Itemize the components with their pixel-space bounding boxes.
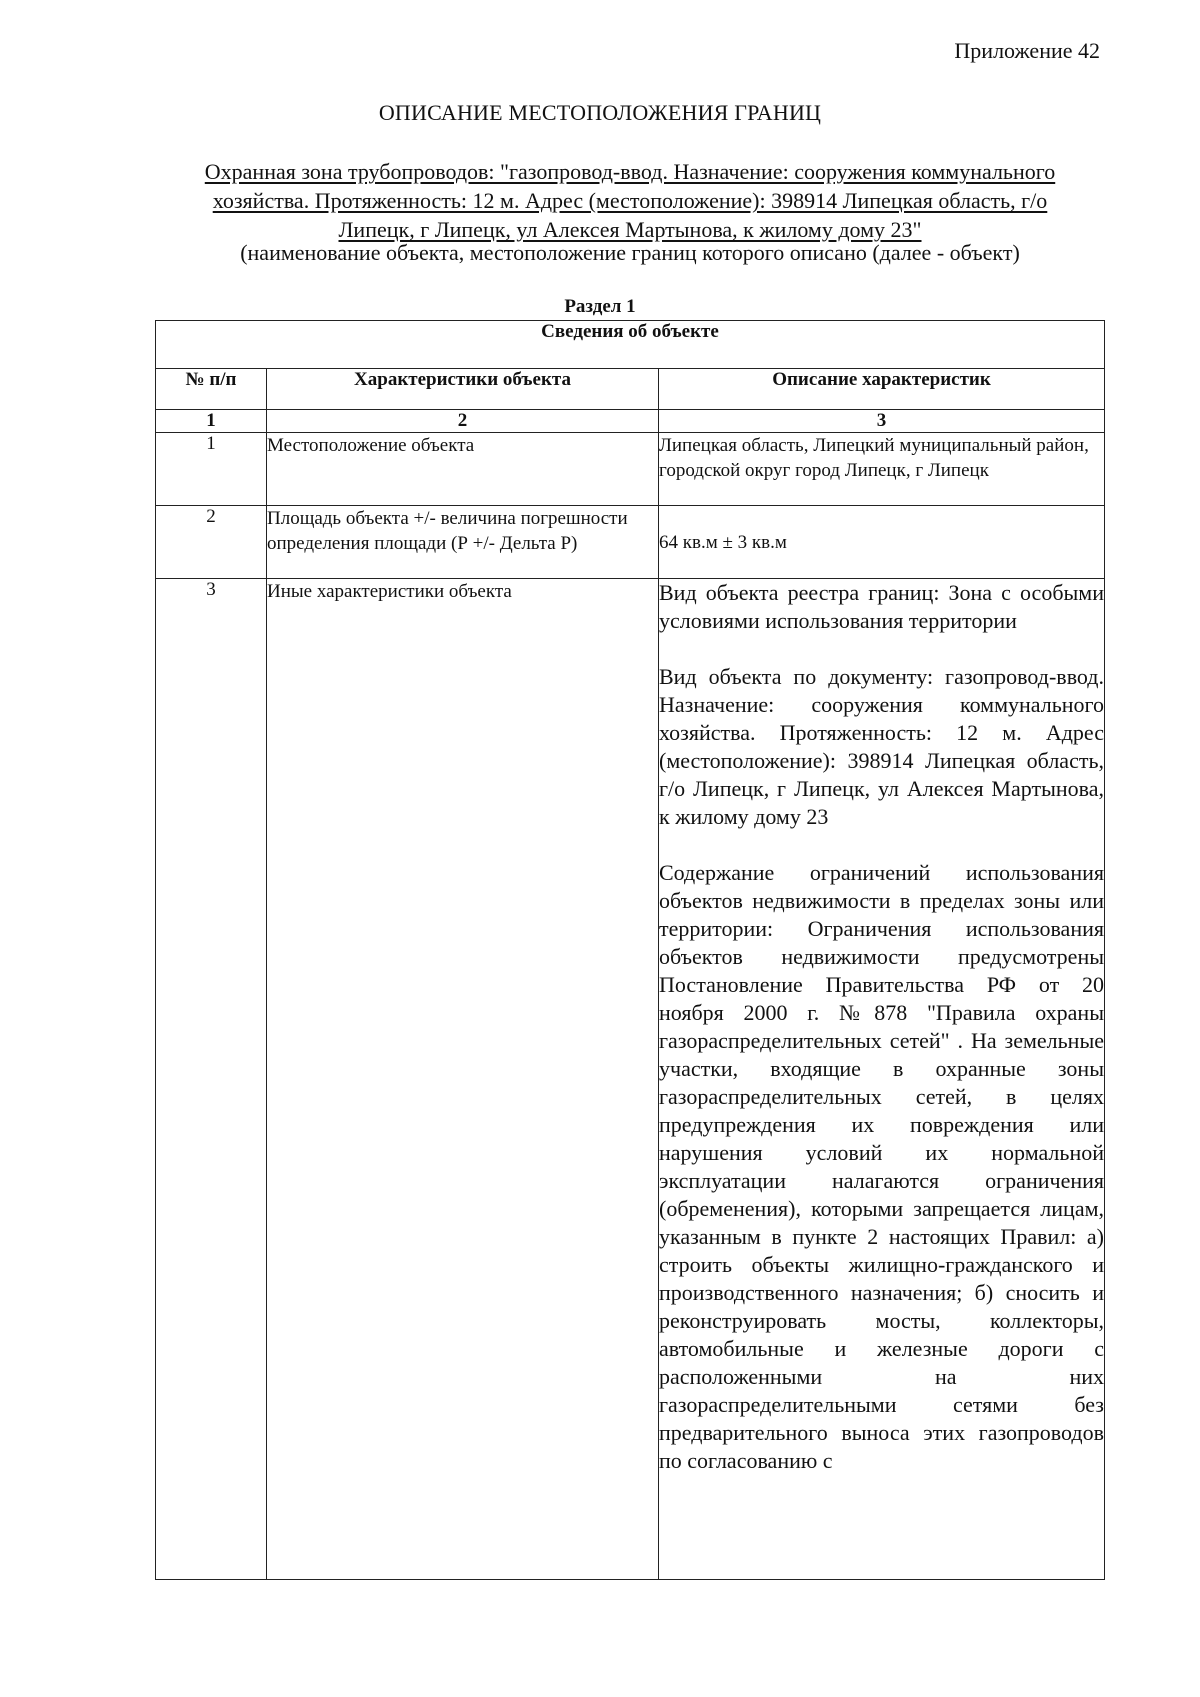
object-caption: (наименование объекта, местоположение границ которого описано (далее - объект) <box>240 240 1020 265</box>
row-description <box>659 579 1105 1580</box>
column-header-characteristic: Характеристики объекта <box>267 369 659 410</box>
registry-type-paragraph: Вид объекта реестра границ: Зона с особыми условиями использования территории <box>659 580 1104 633</box>
object-name-line-1: Охранная зона трубопроводов: "газопровод-ввод. Назначение: сооружения коммунального <box>204 159 1056 184</box>
row-characteristic: Площадь объекта +/- величина погрешности определения площади (Р +/- Дельта Р) <box>267 506 659 579</box>
restrictions-paragraph: Содержание ограничений использования объектов недвижимости в пределах зоны или территории: Ограничения использования объектов недвижимости предусмотрены Постановление Правительства РФ от 20 ноября 2000 г. №878 "Правила охраны газораспределительных сетей" . На земельные участки, входящие в охранные зоны газораспределительных сетей, в целях предупреждения их повреждения или нарушения условий их нормальной эксплуатации налагаются ограничения (обременения), которыми запрещается лицам, указанным в пункте 2 настоящих Правил: а) строить объекты жилищно-гражданского и производственного назначения; б) сносить и реконструировать мосты, коллекторы, автомобильные и железные дороги с расположенными на них газораспределительными сетями без предварительного выноса этих газопроводов по согласованию с <box>659 860 1104 1473</box>
column-number-2: 2 <box>267 410 659 433</box>
section-title: Раздел 1 <box>564 296 636 317</box>
row-description: 64 кв.м ± 3 кв.м <box>659 506 1105 579</box>
column-header-number: № п/п <box>156 369 267 410</box>
row-description: Липецкая область, Липецкий муниципальный район, городской округ город Липецк, г Липецк <box>659 433 1105 506</box>
row-number: 1 <box>156 433 267 506</box>
document-type-paragraph: Вид объекта по документу: газопровод-ввод. Назначение: сооружения коммунального хозяйства. Протяженность: 12 м. Адрес (местоположение): 398914 Липецкая область, г/о Липецк, г Липецк, ул Алексея Мартынова, к жилому дому 23 <box>659 664 1104 829</box>
column-number-1: 1 <box>156 410 267 433</box>
other-characteristics-text <box>659 579 1104 1579</box>
row-characteristic: Иные характеристики объекта <box>267 579 659 1580</box>
appendix-number: Приложение 42 <box>954 38 1100 63</box>
column-number-3: 3 <box>659 410 1105 433</box>
document-title: ОПИСАНИЕ МЕСТОПОЛОЖЕНИЯ ГРАНИЦ <box>378 100 822 125</box>
object-name-line-3: Липецк, г Липецк, ул Алексея Мартынова, к жилому дому 23" <box>338 217 922 242</box>
object-name-line-2: хозяйства. Протяженность: 12 м. Адрес (местоположение): 398914 Липецкая область, г/о <box>212 188 1048 213</box>
table-caption: Сведения об объекте <box>156 321 1105 369</box>
row-number: 3 <box>156 579 267 1580</box>
row-characteristic: Местоположение объекта <box>267 433 659 506</box>
row-number: 2 <box>156 506 267 579</box>
object-name <box>150 157 1110 244</box>
table-row <box>156 433 1105 506</box>
table-row <box>156 579 1105 1580</box>
table-row <box>156 506 1105 579</box>
column-header-description: Описание характеристик <box>659 369 1105 410</box>
object-info-table <box>155 320 1105 1580</box>
